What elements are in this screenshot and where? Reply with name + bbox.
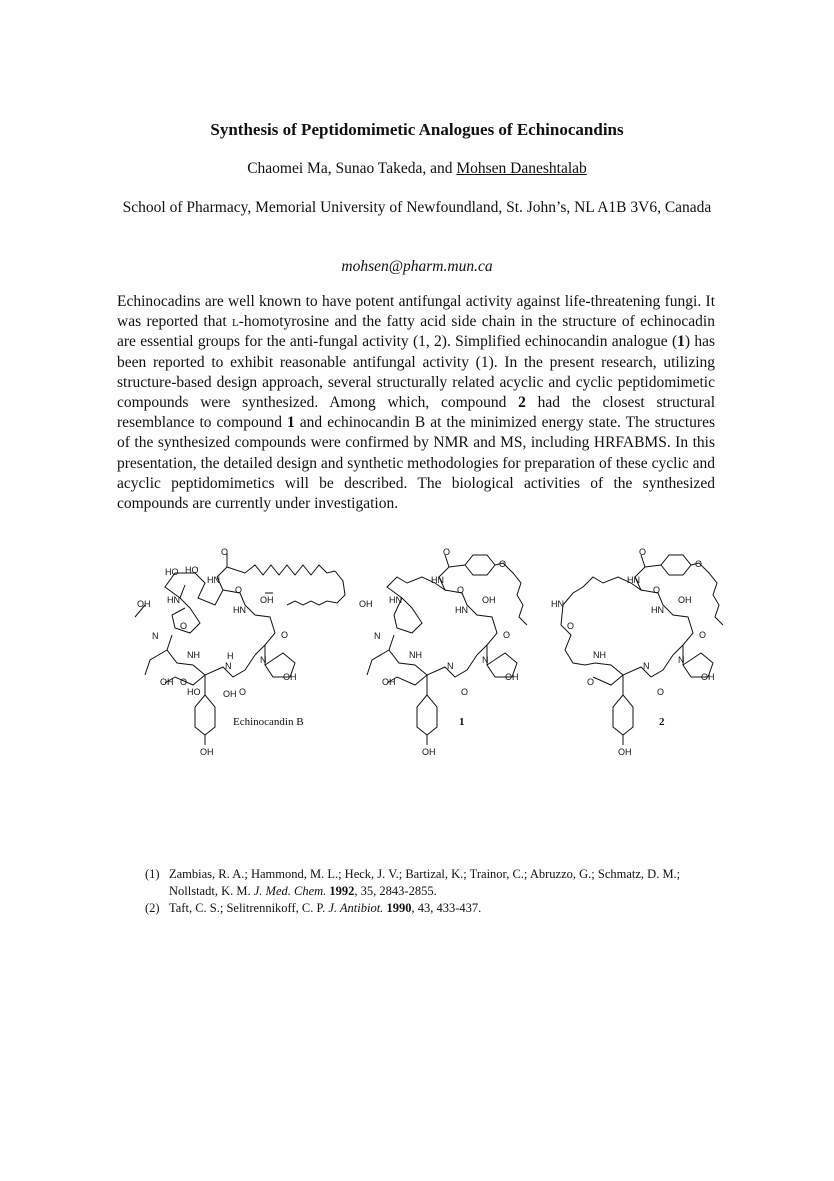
- structure-compound-1: [359, 547, 527, 757]
- reference-item: [145, 900, 725, 917]
- atom-label: OH: [137, 599, 151, 609]
- abstract-smallcaps: l: [232, 313, 239, 331]
- atom-label: O: [281, 630, 289, 640]
- paper-title: Synthesis of Peptidomimetic Analogues of Echinocandins: [210, 120, 624, 139]
- atom-label: N: [643, 661, 650, 671]
- atom-label: HN: [627, 575, 640, 585]
- atom-label: N: [482, 655, 489, 665]
- atom-label: NH: [593, 650, 606, 660]
- reference-number: (1): [145, 867, 160, 881]
- atom-label: H: [227, 651, 234, 661]
- atom-label: O: [657, 687, 665, 697]
- atom-label: HN: [167, 595, 180, 605]
- atom-label: O: [639, 547, 647, 557]
- chemical-structures-figure: [105, 545, 735, 795]
- reference-text: Zambias, R. A.; Hammond, M. L.; Heck, J. V.; Bartizal, K.; Trainor, C.; Abruzzo, G.; Schmatz, D. M.; Nollstadt, K. M. J. Med. Chem. 1992, 35, 2843-2855.: [169, 867, 681, 898]
- abstract: [117, 292, 715, 514]
- reference-number: (2): [145, 901, 160, 915]
- atom-label: O: [699, 630, 707, 640]
- atom-label: O: [180, 677, 188, 687]
- abstract-text: ) has been reported to exhibit reasonable antifungal activity (1). In the present research, utilizing structure-based design approach, several structurally related acyclic and cyclic peptidomimetic compounds were synthesized. Among which, compound: [117, 333, 715, 412]
- atom-label: O: [695, 559, 703, 569]
- atom-label: OH: [382, 677, 396, 687]
- atom-label: HN: [207, 575, 220, 585]
- structure-label: 1: [459, 716, 465, 728]
- structure-compound-2: [551, 547, 723, 757]
- atom-label: OH: [359, 599, 373, 609]
- author-list: [0, 160, 834, 178]
- atom-label: O: [587, 677, 595, 687]
- atom-label: O: [461, 687, 469, 697]
- structure-label: Echinocandin B: [233, 716, 304, 728]
- abstract-text: -homotyrosine and the fatty acid side chain in the structure of echinocadin are essential groups for the anti-fungal activity (1, 2). Simplified echinocandin analogue (: [117, 313, 715, 351]
- atom-label: OH: [200, 747, 214, 757]
- abstract-text: and echinocandin B at the minimized energy state. The structures of the synthesized compounds were confirmed by NMR and MS, including HRFABMS. In this presentation, the detailed design and synthetic methodologies for preparation of these cyclic and acyclic peptidomimetics will be described. The biological activities of the synthesized compounds are currently under investigation.: [117, 414, 715, 513]
- atom-label: O: [567, 621, 575, 631]
- atom-label: OH: [701, 672, 715, 682]
- atom-label: O: [180, 621, 188, 631]
- atom-label: O: [235, 585, 243, 595]
- presenting-author: Mohsen Daneshtalab: [456, 160, 587, 177]
- atom-label: HO: [165, 567, 179, 577]
- atom-label: O: [443, 547, 451, 557]
- co-authors: Chaomei Ma, Sunao Takeda, and: [247, 160, 457, 177]
- atom-label: N: [374, 631, 381, 641]
- atom-label: HO: [187, 687, 201, 697]
- atom-label: OH: [618, 747, 632, 757]
- atom-label: OH: [223, 689, 237, 699]
- atom-label: HN: [431, 575, 444, 585]
- atom-label: HN: [455, 605, 468, 615]
- atom-label: HO: [185, 565, 199, 575]
- compound-ref: 1: [677, 333, 685, 351]
- atom-label: OH: [160, 677, 174, 687]
- atom-label: OH: [283, 672, 297, 682]
- atom-label: O: [457, 585, 465, 595]
- atom-label: HN: [389, 595, 402, 605]
- atom-label: O: [239, 687, 247, 697]
- atom-label: N: [152, 631, 159, 641]
- atom-label: HN: [233, 605, 246, 615]
- abstract-text: Echinocadins are well known to have potent antifungal activity against life-threatening fungi. It was reported that: [117, 293, 715, 331]
- atom-label: O: [499, 559, 507, 569]
- compound-ref: 2: [518, 394, 526, 412]
- abstract-text: had the closest structural resemblance to compound: [117, 394, 715, 432]
- atom-label: N: [260, 655, 267, 665]
- contact-email: mohsen@pharm.mun.ca: [341, 258, 493, 275]
- references-list: [145, 866, 725, 917]
- affiliation: School of Pharmacy, Memorial University of Newfoundland, St. John’s, NL A1B 3V6, Canada: [122, 199, 712, 216]
- atom-label: NH: [187, 650, 200, 660]
- reference-item: [145, 866, 725, 900]
- atom-label: OH: [678, 595, 692, 605]
- atom-label: N: [447, 661, 454, 671]
- structure-label: 2: [659, 716, 665, 728]
- atom-label: NH: [409, 650, 422, 660]
- atom-label: OH: [422, 747, 436, 757]
- atom-label: OH: [482, 595, 496, 605]
- atom-label: HN: [551, 599, 564, 609]
- atom-label: OH: [260, 595, 274, 605]
- structure-echinocandin-b: [135, 547, 345, 757]
- atom-label: OH: [505, 672, 519, 682]
- atom-label: N: [678, 655, 685, 665]
- atom-label: HN: [651, 605, 664, 615]
- atom-label: O: [653, 585, 661, 595]
- structures-svg: [105, 545, 735, 795]
- atom-label: O: [221, 547, 229, 557]
- atom-label: O: [503, 630, 511, 640]
- atom-label: N: [225, 661, 232, 671]
- reference-text: Taft, C. S.; Selitrennikoff, C. P. J. Antibiot. 1990, 43, 433-437.: [169, 901, 482, 915]
- compound-ref: 1: [287, 414, 295, 432]
